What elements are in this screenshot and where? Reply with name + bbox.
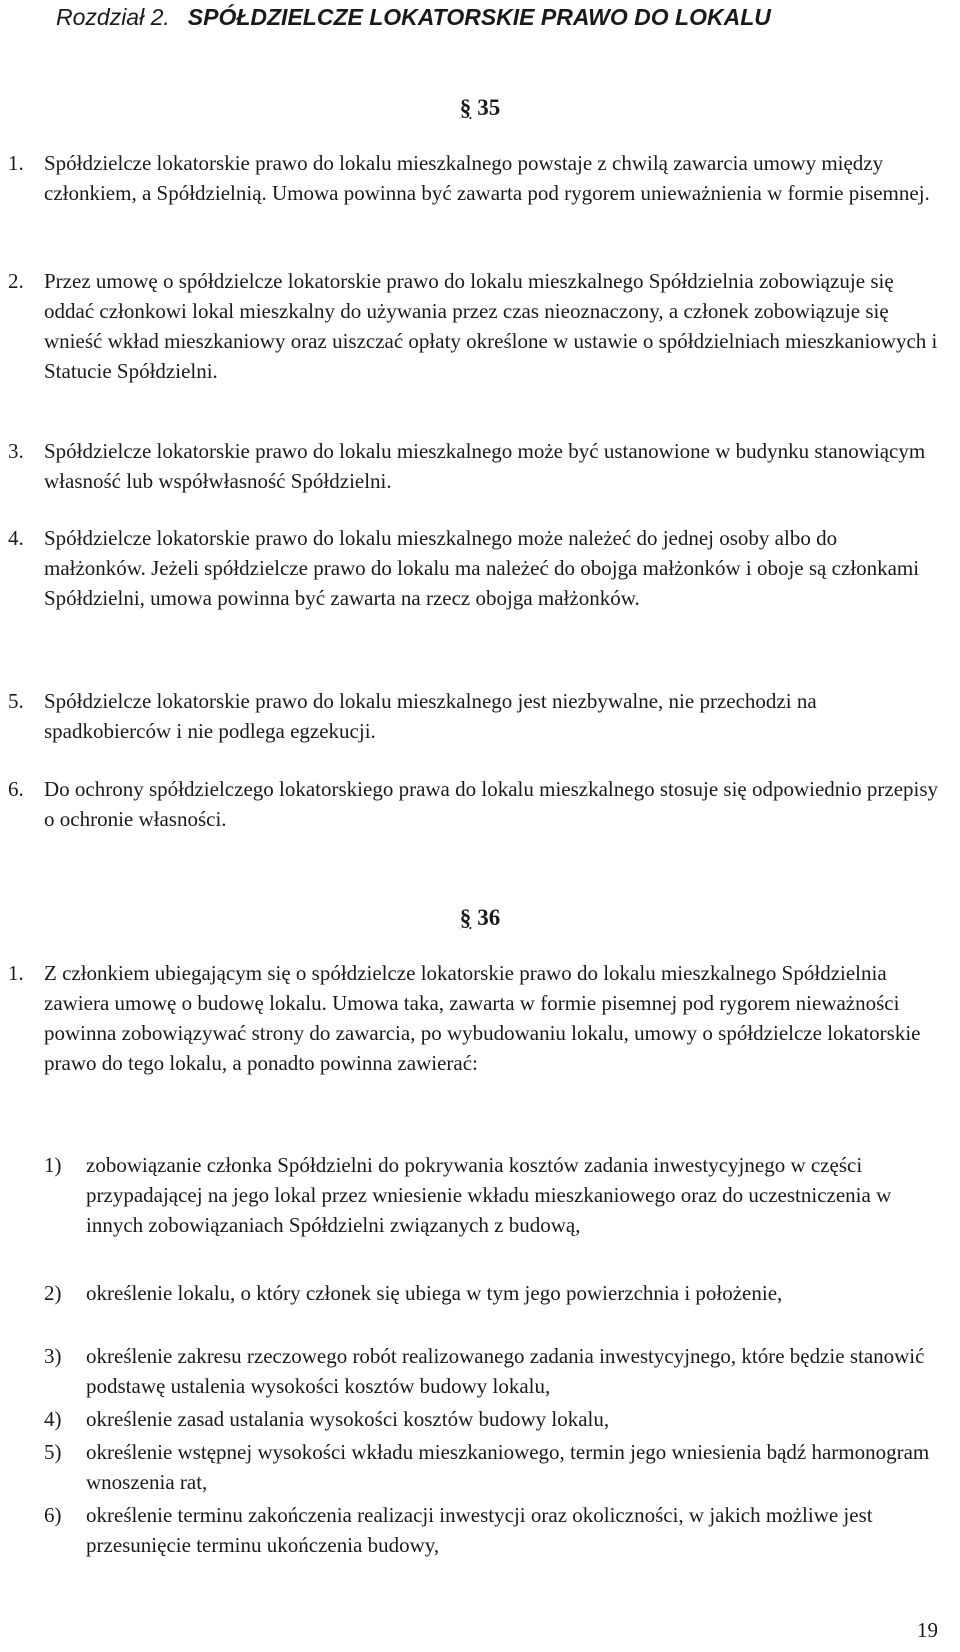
paragraph-text: Spółdzielcze lokatorskie prawo do lokalu mieszkalnego może należeć do jednej osoby albo do małżonków. Jeżeli spółdzielcze prawo do lokalu ma należeć do obojga małżonków i oboje są członkami Spółdzielni, umowa powinna być zawarta na rzecz obojga małżonków. xyxy=(44,526,920,610)
section-heading-35 xyxy=(0,94,960,122)
list-item-number: 1) xyxy=(44,1153,62,1177)
paragraph-text: Z członkiem ubiegającym się o spółdzielcze lokatorskie prawo do lokalu mieszkalnego Spółdzielnia zawiera umowę o budowę lokalu. Umowa taka, zawarta w formie pisemnej pod rygorem nieważności powinna zobowiązywać strony do zawarcia, po wybudowaniu lokalu, umowy o spółdzielcze lokatorskie prawo do tego lokalu, a ponadto powinna zawierać: xyxy=(44,961,921,1075)
paragraph-text: Do ochrony spółdzielczego lokatorskiego prawa do lokalu mieszkalnego stosuje się odpowiednio przepisy o ochronie własności. xyxy=(44,777,939,831)
section-number: 35 xyxy=(477,95,501,120)
list-item-number: 6) xyxy=(44,1503,62,1527)
list-item-text: określenie zakresu rzeczowego robót realizowanego zadania inwestycyjnego, które będzie stanowić podstawę ustalenia wysokości kosztów budowy lokalu, xyxy=(86,1344,925,1398)
list-item-number: 2) xyxy=(44,1281,62,1305)
chapter-title: SPÓŁDZIELCZE LOKATORSKIE PRAWO DO LOKALU xyxy=(187,4,771,30)
list-item-number: 4) xyxy=(44,1407,62,1431)
section-sign: § xyxy=(459,905,472,930)
paragraph-number: 5. xyxy=(8,689,24,713)
paragraph-number: 1. xyxy=(8,961,24,985)
list-item-text: określenie lokalu, o który członek się ubiega w tym jego powierzchnia i położenie, xyxy=(86,1281,783,1305)
list-item-number: 3) xyxy=(44,1344,62,1368)
list-item-number: 5) xyxy=(44,1440,62,1464)
paragraph-number: 3. xyxy=(8,439,24,463)
list-item-text: określenie terminu zakończenia realizacji inwestycji oraz okoliczności, w jakich możliwe jest przesunięcie terminu ukończenia budowy, xyxy=(86,1503,873,1557)
chapter-label: Rozdział 2. xyxy=(56,4,170,30)
list-item-text: zobowiązanie członka Spółdzielni do pokrywania kosztów zadania inwestycyjnego w części przypadającej na jego lokal przez wniesienie wkładu mieszkaniowego oraz do uczestniczenia w innych zobowiązaniach Spółdzielni związanych z budową, xyxy=(86,1153,892,1237)
paragraph-number: 2. xyxy=(8,269,24,293)
paragraph-number: 1. xyxy=(8,151,24,175)
list-item-text: określenie zasad ustalania wysokości kosztów budowy lokalu, xyxy=(86,1407,610,1431)
section-heading-36 xyxy=(0,904,960,932)
paragraph-text: Spółdzielcze lokatorskie prawo do lokalu mieszkalnego jest niezbywalne, nie przechodzi na spadkobierców i nie podlega egzekucji. xyxy=(44,689,817,743)
page-number: 19 xyxy=(917,1618,938,1642)
paragraph-text: Przez umowę o spółdzielcze lokatorskie prawo do lokalu mieszkalnego Spółdzielnia zobowiązuje się oddać członkowi lokal mieszkalny do używania przez czas nieoznaczony, a członek zobowiązuje się wnieść wkład mieszkaniowy oraz uiszczać opłaty określone w ustawie o spółdzielniach mieszkaniowych i Statucie Spółdzielni. xyxy=(44,269,938,383)
paragraph-text: Spółdzielcze lokatorskie prawo do lokalu mieszkalnego może być ustanowione w budynku stanowiącym własność lub współwłasność Spółdzielni. xyxy=(44,439,926,493)
chapter-header xyxy=(56,4,771,31)
paragraph-number: 4. xyxy=(8,526,24,550)
section-number: 36 xyxy=(477,905,501,930)
section-sign: § xyxy=(459,95,472,120)
paragraph-number: 6. xyxy=(8,777,24,801)
list-item-text: określenie wstępnej wysokości wkładu mieszkaniowego, termin jego wniesienia bądź harmonogram wnoszenia rat, xyxy=(86,1440,930,1494)
paragraph-text: Spółdzielcze lokatorskie prawo do lokalu mieszkalnego powstaje z chwilą zawarcia umowy między członkiem, a Spółdzielnią. Umowa powinna być zawarta pod rygorem unieważnienia w formie pisemnej. xyxy=(44,151,930,205)
